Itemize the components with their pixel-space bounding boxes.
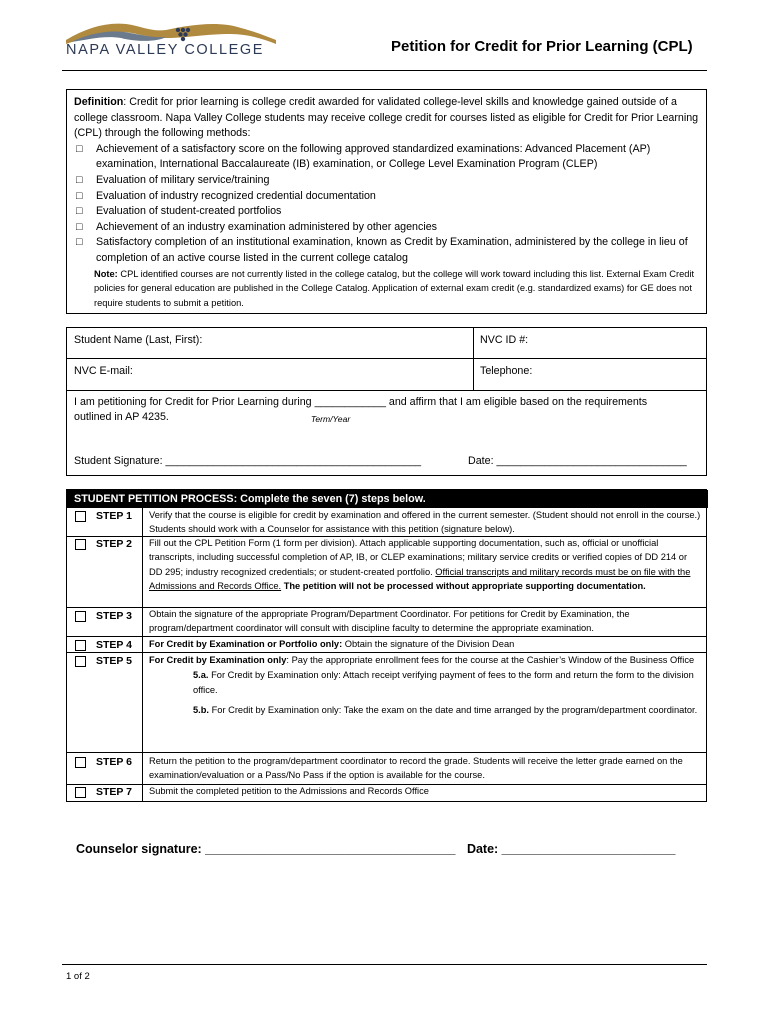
nvc-id-field[interactable]: NVC ID #:: [480, 334, 529, 346]
counselor-signature-row: [76, 842, 675, 856]
step-1-text: Verify that the course is eligible for credit by examination and offered in the current semester. (Student should not enroll in the course.) Students should work with a Counselor for assistance with this petition (signature below).: [149, 510, 701, 535]
counselor-signature-field[interactable]: Counselor signature: ____________________________________: [76, 842, 456, 856]
step-3[interactable]: STEP 3: [75, 610, 132, 622]
step-4-text: For Credit by Examination or Portfolio only: Obtain the signature of the Division Dean: [149, 639, 515, 649]
method-item: □ Achievement of a satisfactory score on the following approved standardized examinations: Advanced Placement (AP) examination, International Baccalaureate (IB) examination, or College Level Examination Program (CLEP): [74, 142, 699, 173]
definition-note: Note: CPL identified courses are not currently listed in the college catalog, but the college will work toward including this list. External Exam Credit policies for general education are published in the College Catalog. Application of external exam credit (e.g. standardized exams) for GE does not require students to submit a petition.: [94, 268, 695, 308]
method-item: □ Evaluation of industry recognized credential documentation: [74, 189, 699, 205]
step-5[interactable]: STEP 5: [75, 655, 132, 667]
petition-steps-table: [66, 489, 707, 802]
step-6[interactable]: STEP 6: [75, 756, 132, 768]
method-item: □ Achievement of an industry examination administered by other agencies: [74, 220, 699, 236]
row-divider: [67, 358, 706, 359]
step-7-text: Submit the completed petition to the Admissions and Records Office: [149, 786, 429, 796]
step-6-text: Return the petition to the program/department coordinator to record the grade. Students will receive the letter grade earned on the examination/evaluation or a Pass/No Pass if the option is available for the course.: [149, 756, 683, 781]
footer-divider: [62, 964, 707, 965]
checkbox-icon: □: [76, 142, 83, 155]
document-title: Petition for Credit for Prior Learning (CPL): [391, 38, 693, 55]
step-4[interactable]: STEP 4: [75, 639, 132, 651]
step-5a: 5.a. For Credit by Examination only: Attach receipt verifying payment of fees to the form and return the form to the division office.: [193, 670, 694, 695]
step-2[interactable]: STEP 2: [75, 538, 132, 550]
row-divider: [67, 390, 706, 391]
student-info-table: [66, 327, 707, 476]
definition-paragraph: [74, 95, 699, 142]
row-divider: [67, 752, 706, 753]
steps-header: STUDENT PETITION PROCESS: Complete the seven (7) steps below.: [67, 490, 708, 508]
checkbox-icon[interactable]: [75, 511, 86, 522]
method-item: □ Evaluation of student-created portfolios: [74, 204, 699, 220]
definition-box: [66, 89, 707, 314]
page-number: 1 of 2: [66, 971, 90, 982]
step-7[interactable]: STEP 7: [75, 786, 132, 798]
step-3-text: Obtain the signature of the appropriate Program/Department Coordinator. For petitions for Credit by Examination, the program/department coordinator will consult with discipline faculty to determine the appropriate examination.: [149, 609, 630, 634]
method-item: □ Evaluation of military service/training: [74, 173, 699, 189]
checkbox-icon[interactable]: [75, 640, 86, 651]
note-label: Note:: [94, 268, 118, 279]
logo-wordmark: NAPA VALLEY COLLEGE: [66, 42, 265, 58]
step-2-text: Fill out the CPL Petition Form (1 form per division). Attach applicable supporting documentation, such as, official or unofficial transcripts, including successful completion of AP, IB, or CLEP examinations; military service credits or verified copies of DD 214 or DD 295; industry recognized credentials; or student-created portfolio. Official transcripts and military records must be on file with the Admissions and Records Office. The petition will not be processed without appropriate supporting documentation.: [149, 538, 691, 592]
checkbox-icon[interactable]: [75, 539, 86, 550]
counselor-date-field[interactable]: Date: _________________________: [466, 842, 676, 856]
telephone-field[interactable]: Telephone:: [480, 365, 533, 377]
checkbox-icon: □: [76, 173, 83, 186]
step-5-text: For Credit by Examination only: Pay the appropriate enrollment fees for the course at the Cashier’s Window of the Business Office 5.a. For Credit by Examination only: Attach receipt verifying payment of fees to the form and return the form to the division office. 5.b. For Credit by Examination only: Take the exam on the date and time arranged by the program/department coordinator.: [149, 653, 701, 718]
checkbox-icon[interactable]: [75, 757, 86, 768]
column-divider: [142, 508, 143, 801]
step-5b: 5.b. For Credit by Examination only: Take the exam on the date and time arranged by the program/department coordinator.: [193, 705, 698, 716]
student-date-field[interactable]: Date: ________________________________: [468, 455, 687, 467]
checkbox-icon: □: [76, 220, 83, 233]
checkbox-icon[interactable]: [75, 611, 86, 622]
checkbox-icon[interactable]: [75, 656, 86, 667]
student-name-field[interactable]: Student Name (Last, First):: [74, 334, 203, 346]
term-year-caption: Term/Year: [310, 414, 351, 424]
definition-label: Definition: [74, 96, 124, 108]
method-item: □ Satisfactory completion of an institutional examination, known as Credit by Examination, administered by the college in lieu of completion of an active course listed in the current college catalog: [74, 235, 699, 266]
nvc-email-field[interactable]: NVC E-mail:: [74, 365, 133, 377]
checkbox-icon: □: [76, 236, 83, 249]
checkbox-icon: □: [76, 189, 83, 202]
step-1[interactable]: STEP 1: [75, 510, 132, 522]
checkbox-icon: □: [76, 205, 83, 218]
checkbox-icon[interactable]: [75, 787, 86, 798]
student-signature-field[interactable]: Student Signature: ___________________________________________: [74, 455, 422, 467]
definition-intro: : Credit for prior learning is college credit awarded for validated college-level skills and knowledge gained outside of a college classroom. Napa Valley College students may receive college credit for courses listed as eligible for Credit for Prior Learning (CPL) through the following methods:: [74, 96, 699, 140]
petition-statement: I am petitioning for Credit for Prior Learning during ____________ and affirm that I am eligible based on the requirements outlined in AP 4235. Term/Year: [67, 393, 706, 431]
title-divider: [62, 70, 707, 71]
